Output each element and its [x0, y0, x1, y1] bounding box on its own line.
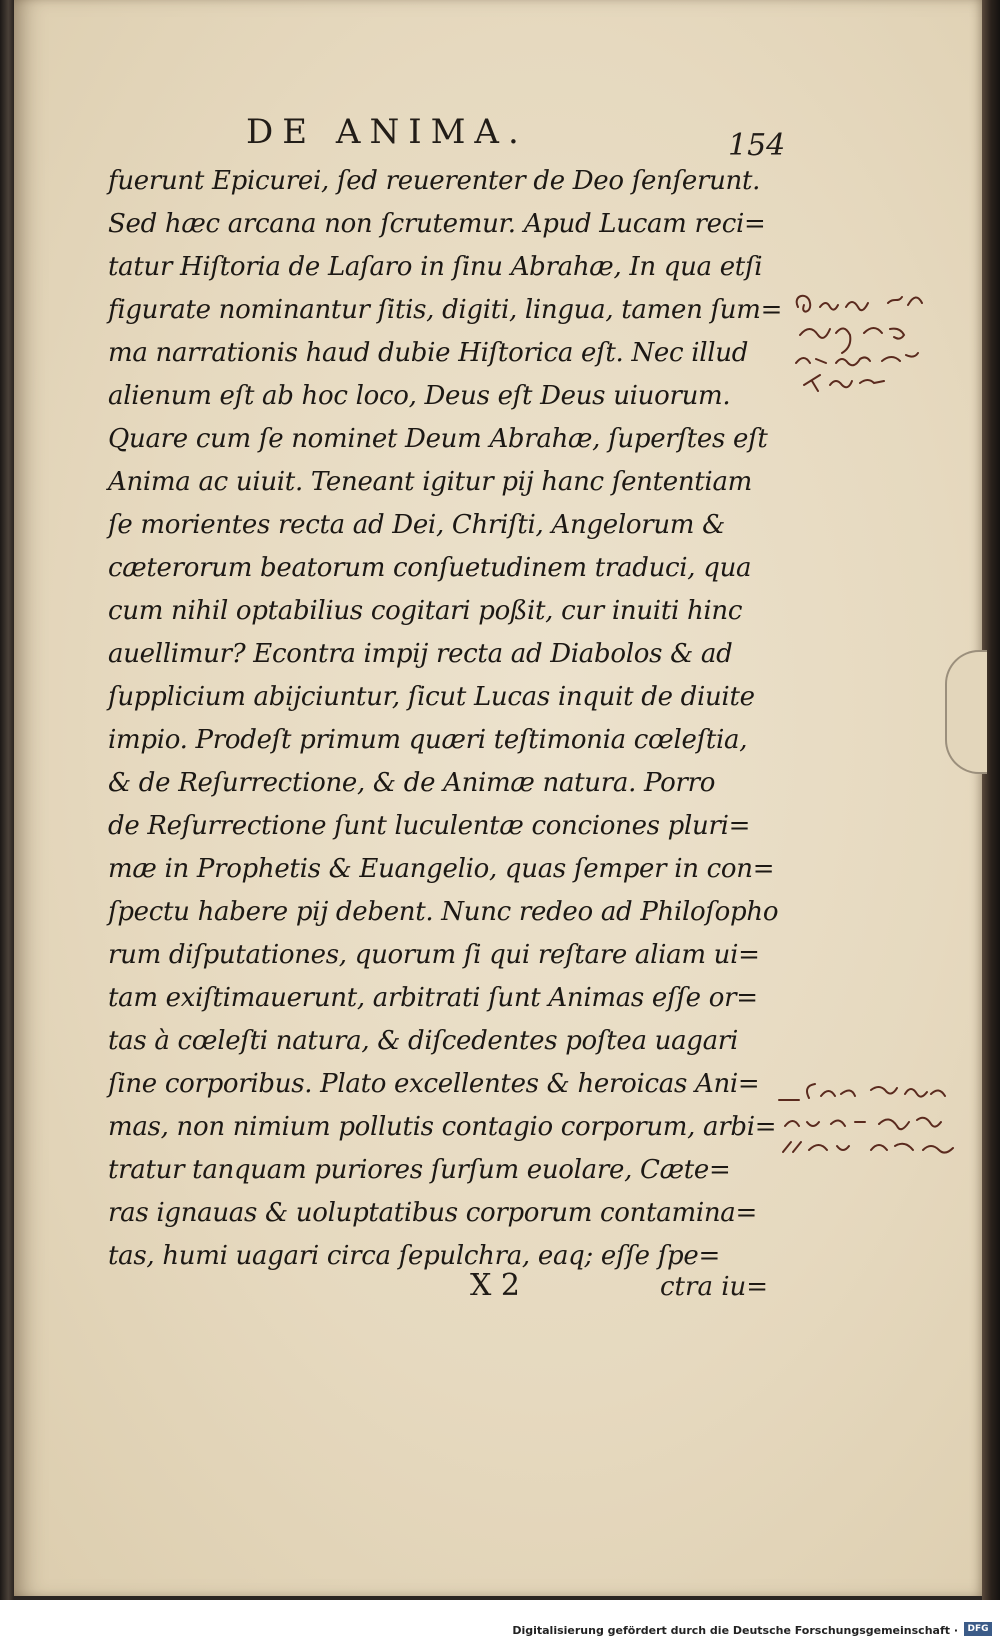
page-number: 154	[728, 128, 786, 163]
text-line: tas à cœleſti natura, & diſcedentes poſtea uagari	[108, 1026, 738, 1056]
previous-page-edge	[0, 0, 14, 1600]
text-line: tatur Hiſtoria de Laſaro in ſinu Abrahæ, In qua etſi	[108, 252, 763, 282]
text-line: impio. Prodeſt primum quæri teſtimonia cœleſtia,	[108, 725, 748, 755]
running-head: DE ANIMA.	[246, 112, 528, 152]
dfg-logo: DFG	[964, 1622, 992, 1636]
text-line: fuerunt Epicurei, ſed reuerenter de Deo ſenſerunt.	[108, 166, 761, 196]
text-line: cæterorum beatorum conſuetudinem traduci, qua	[108, 553, 752, 583]
text-line: tam exiſtimauerunt, arbitrati ſunt Animas eſſe or=	[108, 983, 758, 1013]
signature-mark: X 2	[470, 1268, 520, 1303]
text-line: ſpectu habere pij debent. Nunc redeo ad Philoſopho	[108, 897, 779, 927]
marginal-annotation	[775, 1080, 975, 1170]
text-line: Quare cum ſe nominet Deum Abrahæ, ſuperſtes eſt	[108, 424, 768, 454]
book-fore-edge	[982, 0, 1000, 1600]
body-text	[108, 160, 794, 1278]
marginal-annotation	[790, 285, 940, 395]
text-line: Sed hæc arcana non ſcrutemur. Apud Lucam reci=	[108, 209, 766, 239]
text-line: Anima ac uiuit. Teneant igitur pij hanc ſententiam	[108, 467, 753, 497]
text-line: auellimur? Econtra impij recta ad Diabolos & ad	[108, 639, 733, 669]
text-line: alienum eſt ab hoc loco, Deus eſt Deus uiuorum.	[108, 381, 731, 411]
text-line: ſe morientes recta ad Dei, Chriſti, Angelorum &	[108, 510, 725, 540]
text-line: tas, humi uagari circa ſepulchra, eaq; eſſe ſpe=	[108, 1241, 720, 1271]
funding-credit: Digitalisierung gefördert durch die Deutsche Forschungsgemeinschaft ·	[512, 1624, 958, 1637]
text-line: mas, non nimium pollutis contagio corporum, arbi=	[108, 1112, 777, 1142]
text-line: & de Reſurrectione, & de Animæ natura. Porro	[108, 768, 716, 798]
text-line: ma narrationis haud dubie Hiſtorica eſt. Nec illud	[108, 338, 749, 368]
text-line: ſupplicium abijciuntur, ſicut Lucas inquit de diuite	[108, 682, 755, 712]
text-line: rum diſputationes, quorum ſi qui reſtare aliam ui=	[108, 940, 760, 970]
text-line: figurate nominantur ſitis, digiti, lingua, tamen ſum=	[108, 295, 783, 325]
text-line: cum nihil optabilius cogitari poßit, cur inuiti hinc	[108, 596, 743, 626]
text-line: de Reſurrectione ſunt luculentæ conciones pluri=	[108, 811, 751, 841]
text-line: mæ in Prophetis & Euangelio, quas ſemper in con=	[108, 854, 775, 884]
footer-bar	[0, 1600, 1000, 1640]
catchword: ctra iu=	[660, 1272, 769, 1302]
text-line: tratur tanquam puriores ſurſum euolare, Cæte=	[108, 1155, 731, 1185]
page-tab-marker	[945, 650, 987, 774]
text-line: ſine corporibus. Plato excellentes & heroicas Ani=	[108, 1069, 760, 1099]
text-line: ras ignauas & uoluptatibus corporum contamina=	[108, 1198, 757, 1228]
